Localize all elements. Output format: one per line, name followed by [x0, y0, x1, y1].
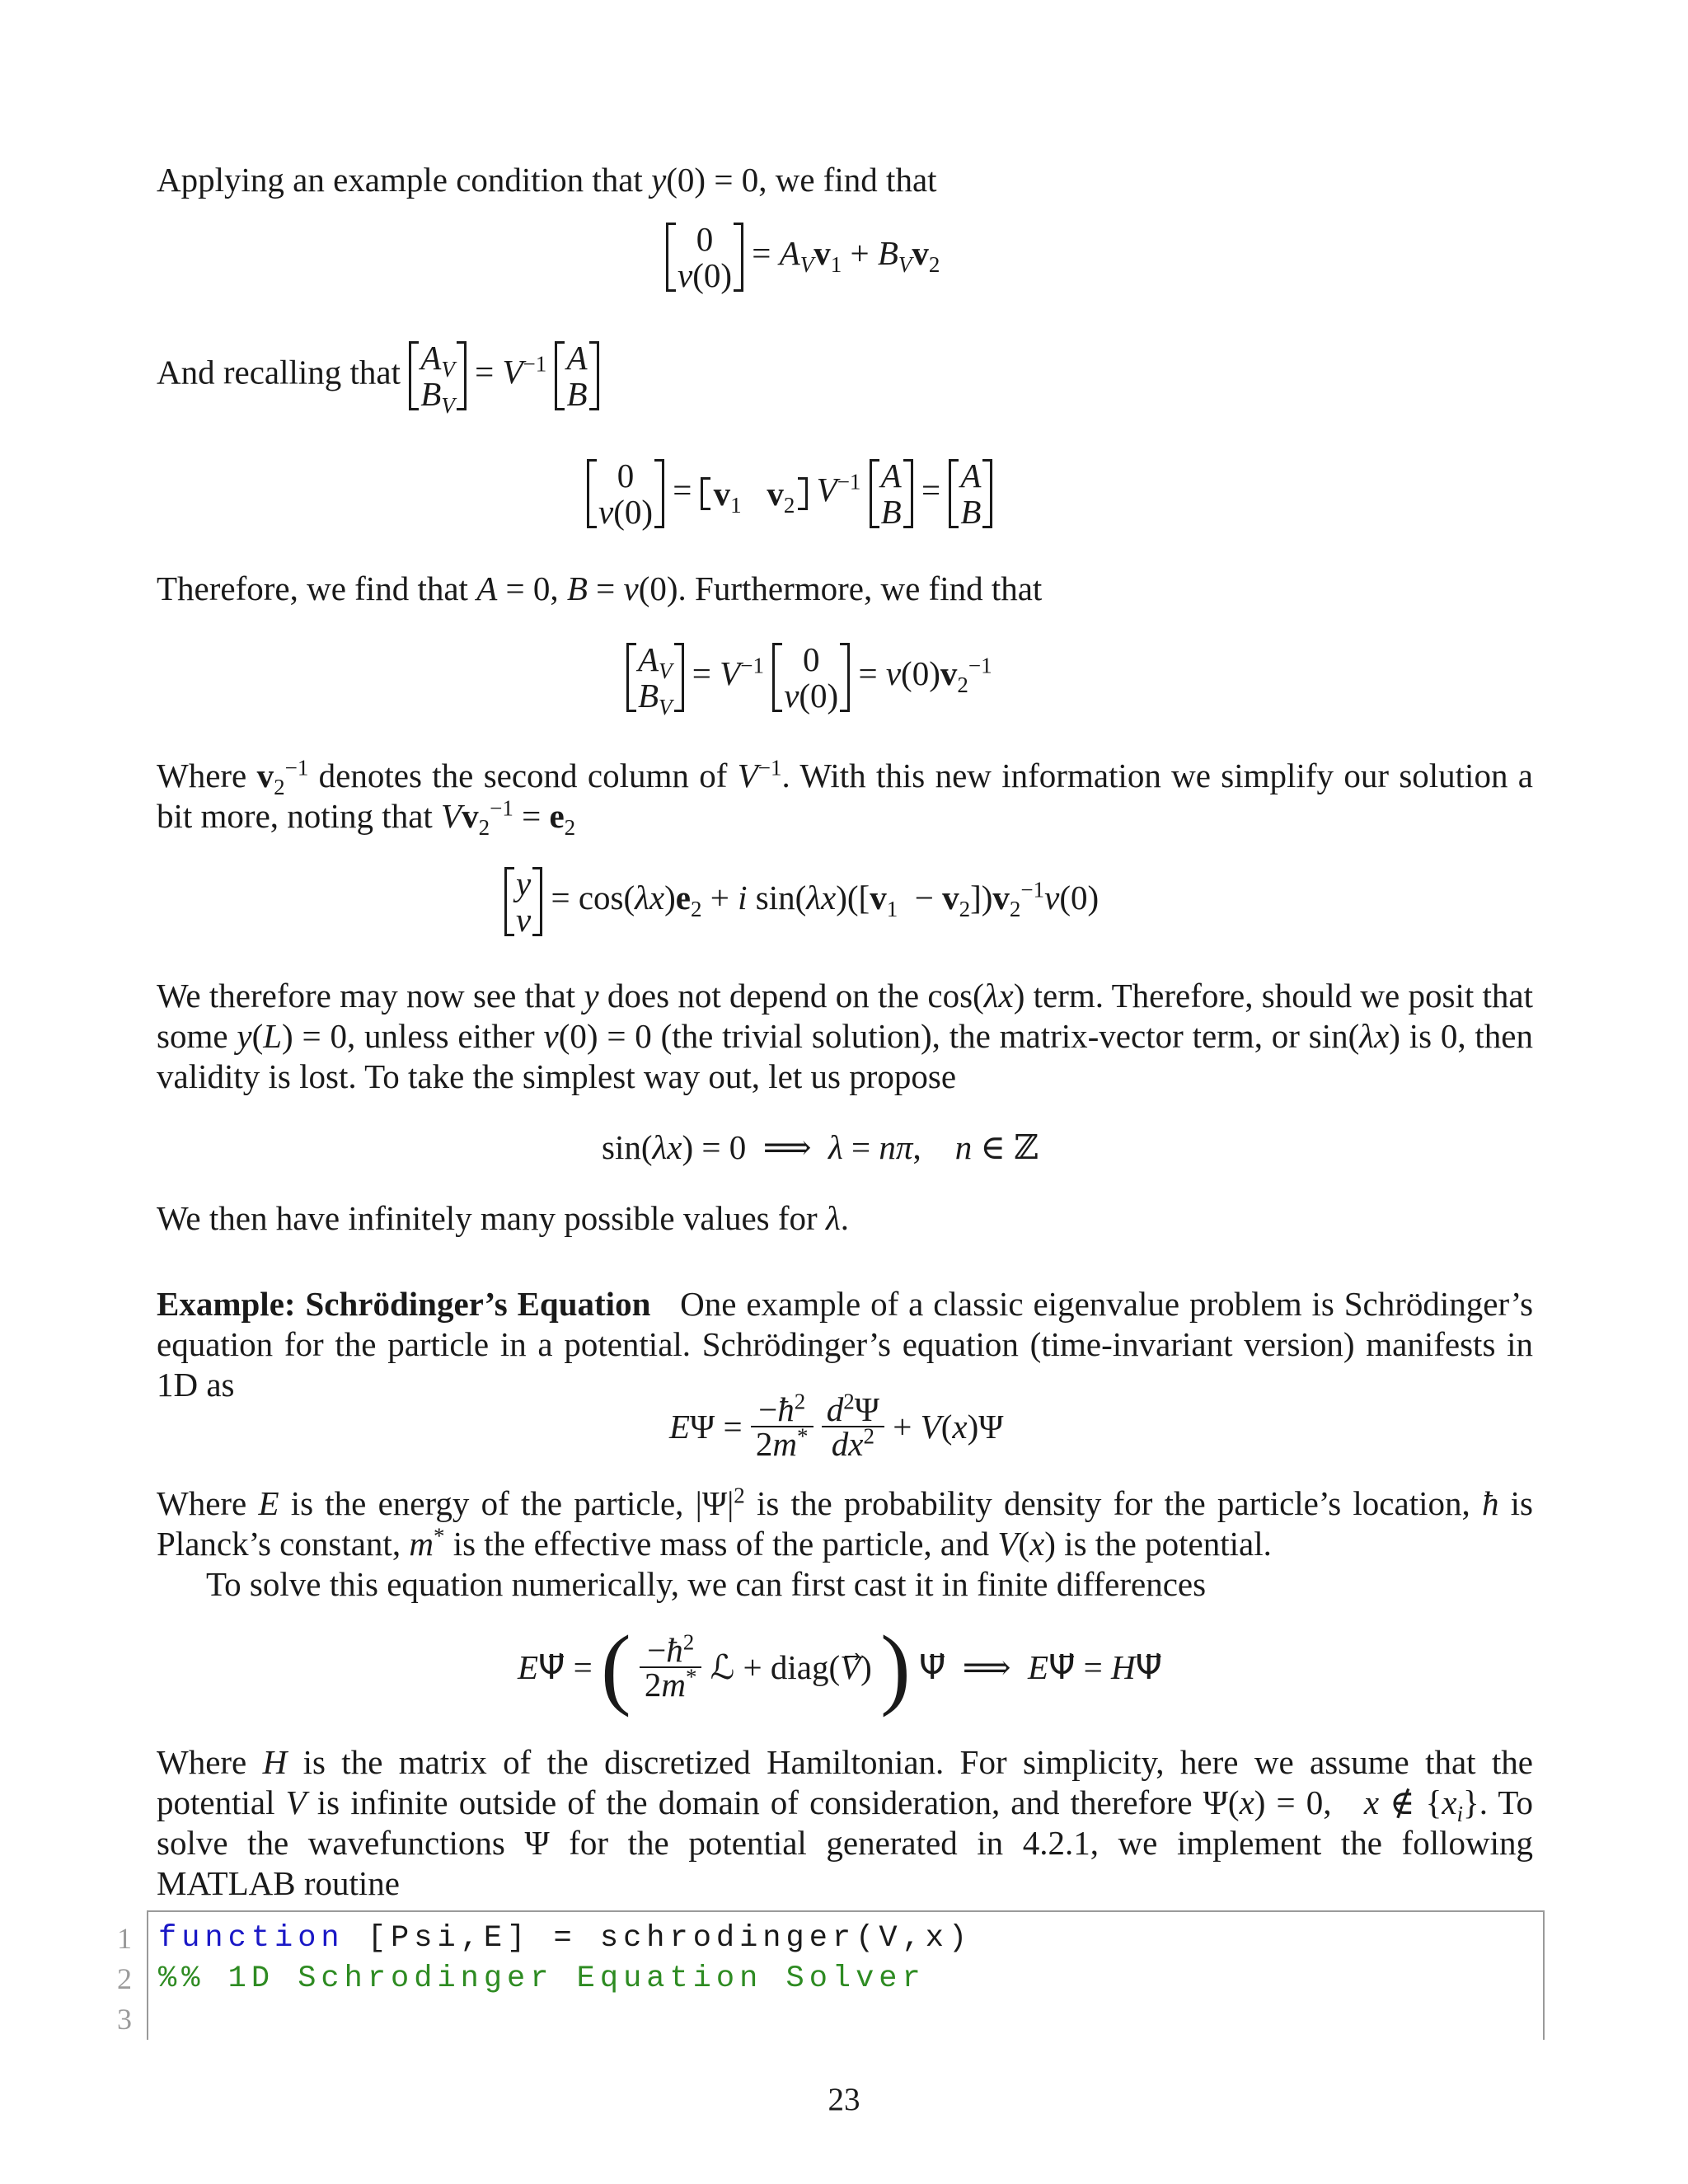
- example-heading: Example: Schrödinger’s Equation: [157, 1285, 651, 1323]
- paragraph-infinitely-many: We then have infinitely many possible values for λ.: [157, 1199, 849, 1237]
- equation-eigenvalues: sin(λx) = 0 ⟹ λ = nπ, n ∈ ℤ: [602, 1128, 1039, 1166]
- vector-0-v0-second: 0 v(0): [587, 457, 664, 530]
- vector-A-B-second: A B: [870, 457, 913, 530]
- equation-av-bv: $A_V$ $B_V$ = $V^{-1}$ 0 v(0) = $v(0)v_2^{-1}$: [626, 641, 992, 714]
- paragraph-finite-differences: To solve this equation numerically, we can first cast it in finite differences: [206, 1565, 1207, 1603]
- page-number: 23: [828, 2082, 860, 2117]
- vector-A-B: A B: [555, 340, 598, 412]
- vector-AV-BV-second: $A_V$ $B_V$: [626, 641, 684, 714]
- fraction-hbar-2m: $\frac{-ħ^2}{2m^*}$: [751, 1393, 814, 1460]
- code-line-number-3: 3: [117, 2003, 132, 2036]
- paragraph-second-column: Where $v_2^{-1}$ denotes the second column of $V^{-1}$. With this new information we simplify our solution a bit more, noting that $Vv_2^{-1} = e_2$: [157, 755, 1533, 841]
- fraction-hbar-2m-second: $\frac{-ħ^2}{2m^*}$: [640, 1633, 702, 1701]
- paragraph-recalling: And recalling that $A_V$ $B_V$ = $V^{-1}$ A B: [157, 340, 599, 412]
- vector-AV-BV: $A_V$ $B_V$: [409, 340, 467, 412]
- code-function-signature: [Psi,E] = schrodinger(V,x): [344, 1921, 973, 1956]
- equation-v-inverse-identity: 0 v(0) = $v_1$ $v_2$ $V^{-1}$ A B = A B: [587, 457, 992, 530]
- paragraph-therefore: Therefore, we find that A = 0, B = v(0). Furthermore, we find that: [157, 569, 1043, 607]
- schrodinger-intro-text: One example of a classic eigenvalue problem is Schrödinger’s equation for the particle in a potential. Schrödinger’s equation (time-invariant version) manifests in 1D as: [157, 1285, 1534, 1404]
- code-line-1: [158, 1919, 972, 1959]
- fraction-d2psi-dx2: $\frac{d^2\Psi}{dx^2}$: [822, 1393, 884, 1460]
- equation-solution-y-v: y v = $\cos(\lambda x)e_2 + i$ $\sin(\lambda x)([v_1 - v_2])v_2^{-1}v(0)$: [504, 865, 1099, 938]
- code-line-number-2: 2: [117, 1962, 132, 1995]
- paragraph-hamiltonian-matrix: Where H is the matrix of the discretized Hamiltonian. For simplicity, here we assume that the potential V is infinite outside of the domain of consideration, and therefore Ψ(x) = 0, x ∉ $\{x_i\}$. To solve the wavefunctions Ψ for the potential generated in 4.2.1, we implement the following MATLAB routine: [157, 1743, 1534, 1902]
- recalling-text: And recalling that: [157, 353, 401, 391]
- vector-y-v: y v: [504, 865, 542, 938]
- code-line-2-comment: %% 1D Schrodinger Equation Solver: [158, 1961, 926, 1996]
- code-keyword-function: function: [158, 1921, 345, 1956]
- vector-0-v0: 0 v(0): [666, 221, 743, 293]
- paragraph-applying-condition: Applying an example condition that y(0) = 0, we find that: [157, 161, 937, 199]
- code-listing: [147, 1910, 1545, 2040]
- paragraph-definitions: Where E is the energy of the particle, $|\Psi|^2$ is the probability density for the particle’s location, ħ is Planck’s constant, m* is the effective mass of the particle, and V(x) is the potential.: [157, 1483, 1533, 1563]
- row-matrix-v1-v2: $v_1$ $v_2$: [701, 476, 809, 512]
- vector-0-v0-third: 0 v(0): [772, 641, 850, 714]
- equation-initial-condition: 0 v(0) = $A_Vv_1 + B_Vv_2$: [666, 221, 940, 293]
- paragraph-validity: We therefore may now see that y does not depend on the cos(λx) term. Therefore, should we posit that some y(L) = 0, unless either v(0) = 0 (the trivial solution), the matrix-vector term, or sin(λx) is 0, then validity is lost. To take the simplest way out, let us propose: [157, 977, 1534, 1095]
- equation-hamiltonian: EΨ⃗ = ( $\frac{-ħ^2}{2m^*}$ ℒ + diag(V⃗) ) Ψ⃗ ⟹ EΨ⃗ = HΨ⃗: [518, 1617, 1162, 1718]
- paragraph-schrodinger-example: [157, 1284, 1533, 1405]
- equation-schrodinger: EΨ = $\frac{-ħ^2}{2m^*}$ $\frac{d^2\Psi}{dx^2}$ + V(x)Ψ: [669, 1389, 1004, 1463]
- vector-A-B-third: A B: [949, 457, 992, 530]
- code-line-number-1: 1: [117, 1922, 132, 1955]
